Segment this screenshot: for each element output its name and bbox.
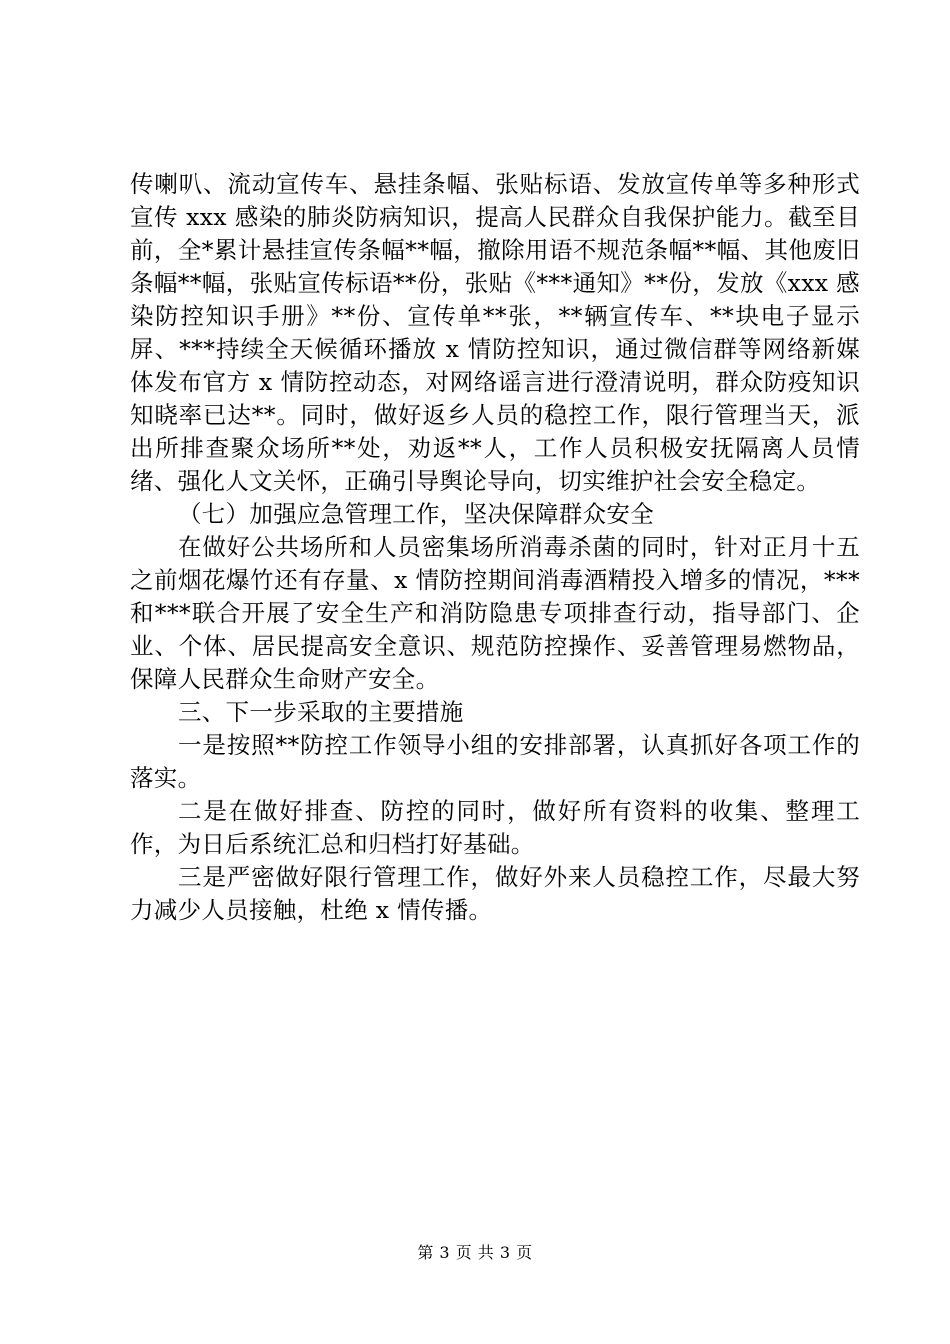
paragraph-emergency-management: 在做好公共场所和人员密集场所消毒杀菌的同时，针对正月十五之前烟花爆竹还有存量、x 情防控期间消毒酒精投入增多的情况，***和***联合开展了安全生产和消防隐患专项排查行动，指导部门、企业、个体、居民提高安全意识、规范防控操作、妥善管理易燃物品，保障人民群众生命财产安全。	[130, 533, 860, 693]
document-body	[130, 168, 860, 927]
paragraph-publicity-continued: 传喇叭、流动宣传车、悬挂条幅、张贴标语、发放宣传单等多种形式宣传 xxx 感染的肺炎防病知识，提高人民群众自我保护能力。截至目前，全*累计悬挂宣传条幅**幅，撤除用语不规范条幅**幅、其他废旧条幅**幅，张贴宣传标语**份，张贴《***通知》**份，发放《xxx 感染防控知识手册》**份、宣传单**张，**辆宣传车、**块电子显示屏、***持续全天候循环播放 x 情防控知识，通过微信群等网络新媒体发布官方 x 情防控动态，对网络谣言进行澄清说明，群众防疫知识知晓率已达**。同时，做好返乡人员的稳控工作，限行管理当天，派出所排查聚众场所**处，劝返**人，工作人员积极安抚隔离人员情绪、强化人文关怀，正确引导舆论导向，切实维护社会安全稳定。	[130, 170, 860, 495]
paragraph-next-step-1: 一是按照**防控工作领导小组的安排部署，认真抓好各项工作的落实。	[130, 731, 860, 792]
heading-next-steps: 三、下一步采取的主要措施	[178, 698, 464, 726]
paragraph-next-step-2: 二是在做好排查、防控的同时，做好所有资料的收集、整理工作，为日后系统汇总和归档打好基础。	[130, 797, 860, 858]
heading-emergency-management: （七）加强应急管理工作，坚决保障群众安全	[178, 500, 654, 528]
page-footer	[0, 1243, 950, 1263]
paragraph-next-step-3: 三是严密做好限行管理工作，做好外来人员稳控工作，尽最大努力减少人员接触，杜绝 x 情传播。	[130, 863, 860, 924]
page-number: 第 3 页 共 3 页	[417, 1243, 533, 1262]
